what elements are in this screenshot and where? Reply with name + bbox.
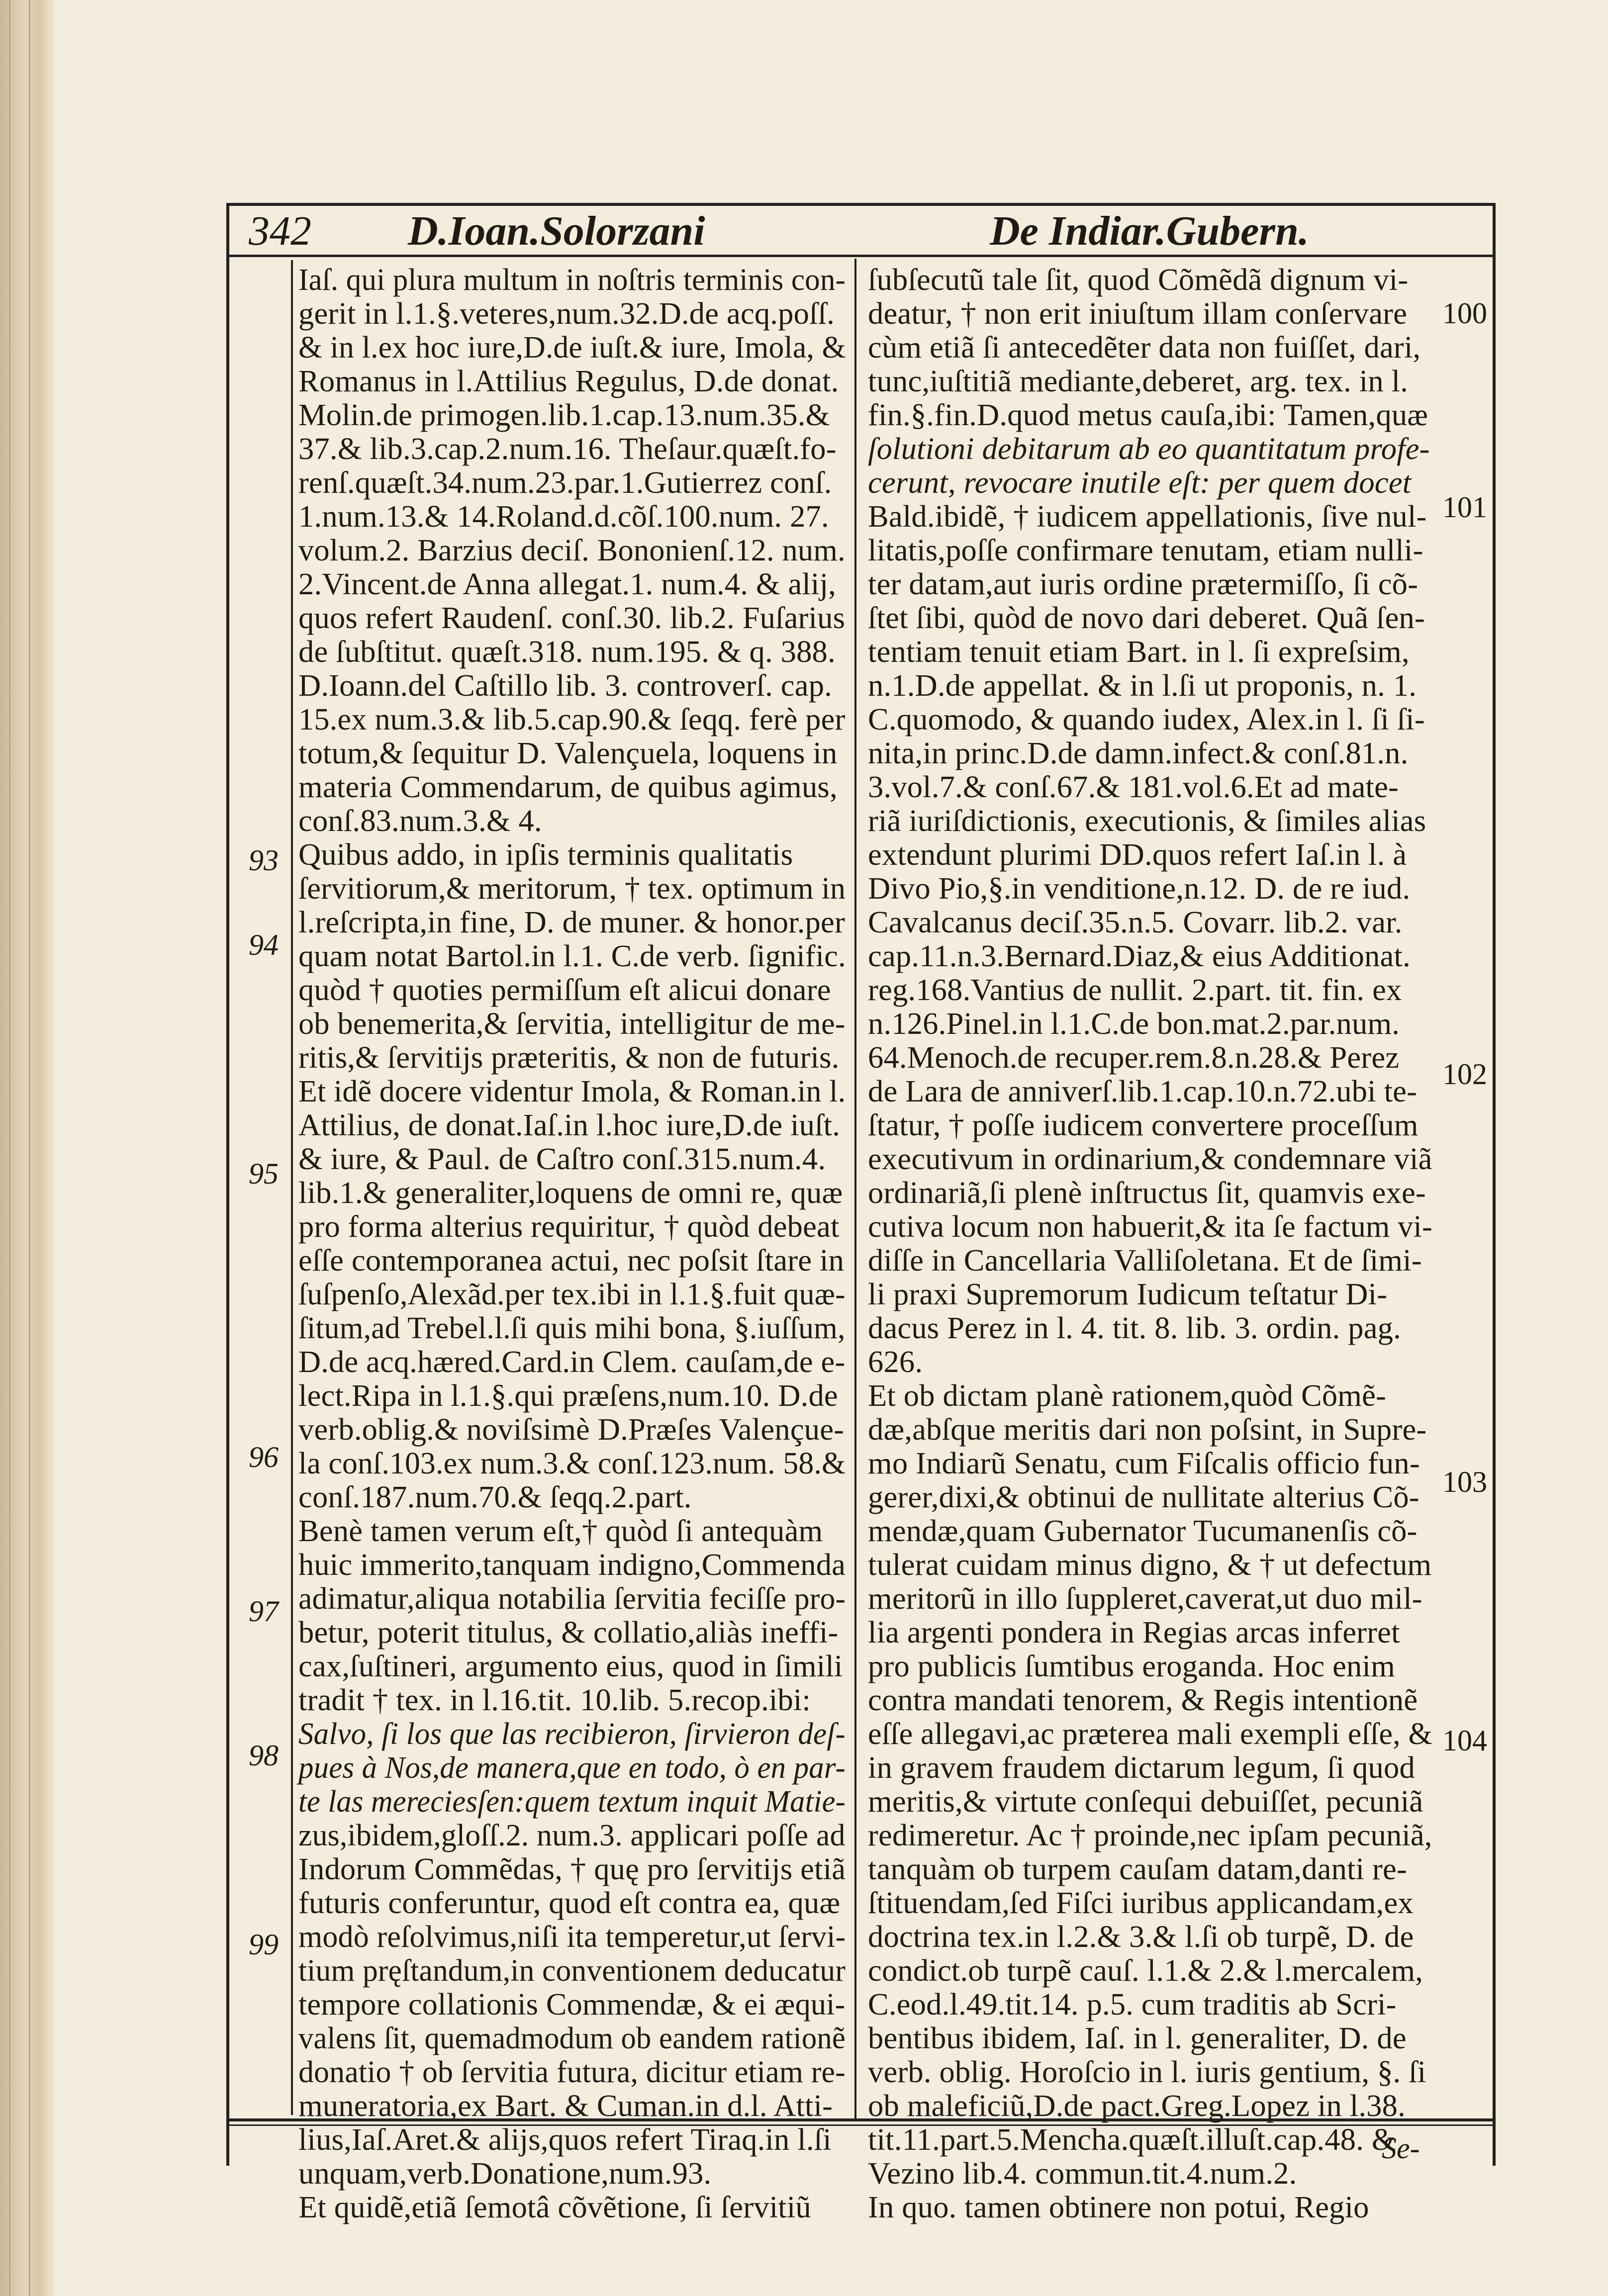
text-line: D.de acq.hæred.Card.in Clem. cauſam,de e- — [298, 1344, 846, 1379]
text-line: cax,ſuſtineri, argumento eius, quod in ſimili — [298, 1649, 843, 1683]
text-line: C.eod.l.49.tit.14. p.5. cum traditis ab Scri- — [868, 1987, 1397, 2021]
text-line: cùm etiã ſi antecedẽter data non fuiſſet, dari, — [868, 330, 1421, 365]
text-line: unquam,verb.Donatione,num.93. — [298, 2156, 712, 2191]
text-line: lect.Ripa in l.1.§.qui præſens,num.10. D.de — [298, 1378, 838, 1413]
text-line: mendæ,quam Gubernator Tucumanenſis cõ- — [868, 1513, 1418, 1548]
margin-number: 103 — [1442, 1466, 1487, 1498]
text-line: meritis,& virtute conſequi debuiſſet, pecuniã — [868, 1784, 1423, 1819]
text-line: cerunt, revocare inutile eſt: per quem docet — [868, 465, 1412, 500]
text-line: dacus Perez in l. 4. tit. 8. lib. 3. ordin. pag. — [868, 1310, 1401, 1345]
text-line: ſtituendam,ſed Fiſci iuribus applicandam,ex — [868, 1885, 1414, 1920]
text-line: Iaſ. qui plura multum in noſtris terminis con- — [298, 262, 846, 297]
text-line: de ſubſtitut. quæſt.318. num.195. & q. 388. — [298, 634, 836, 669]
text-line: extendunt plurimi DD.quos refert Iaſ.in l. à — [868, 837, 1407, 872]
text-line: la conſ.103.ex num.3.& conſ.123.num. 58.& — [298, 1446, 846, 1480]
text-line: futuris conferuntur, quod eſt contra ea, quæ — [298, 1885, 841, 1920]
text-line: lib.1.& generaliter,loquens de omni re, quæ — [298, 1175, 843, 1210]
text-line: Et ob dictam planè rationem,quòd Cõmẽ- — [868, 1378, 1387, 1413]
text-line: D.Ioann.del Caſtillo lib. 3. controverſ. cap. — [298, 668, 832, 703]
book-binding — [0, 0, 55, 2296]
margin-number: 104 — [1442, 1724, 1487, 1757]
text-line: Indorum Commẽdas, † quę pro ſervitijs etiã — [298, 1851, 846, 1886]
text-line: pro publicis ſumtibus eroganda. Hoc enim — [868, 1649, 1395, 1683]
text-line: executivum in ordinarium,& condemnare viã — [868, 1141, 1432, 1176]
margin-number: 97 — [249, 1595, 279, 1628]
text-line: ob benemerita,& ſervitia, intelligitur de me- — [298, 1006, 846, 1041]
text-line: lia argenti pondera in Regias arcas inferret — [868, 1615, 1400, 1650]
text-line: 626. — [868, 1344, 923, 1379]
catchword: Se- — [1382, 2132, 1420, 2165]
text-line: 15.ex num.3.& lib.5.cap.90.& ſeqq. ferè per — [298, 702, 846, 736]
text-line: tunc,iuſtitiã mediante,deberet, arg. tex. in l. — [868, 364, 1409, 398]
text-line: ſtatur, † poſſe iudicem convertere proceſſum — [868, 1107, 1419, 1142]
text-line: ritis,& ſervitijs præteritis, & non de futuris. — [298, 1040, 840, 1075]
text-line: cutiva locum non habuerit,& ita ſe factum vi- — [868, 1209, 1432, 1244]
text-line: gerit in l.1.§.veteres,num.32.D.de acq.poſſ. — [298, 296, 835, 331]
text-line: ter datam,aut iuris ordine prætermiſſo, ſi cõ- — [868, 566, 1419, 601]
text-line: fin.§.fin.D.quod metus cauſa,ibi: Tamen,quæ — [868, 397, 1428, 432]
text-line: tulerat cuidam minus digno, & † ut defectum — [868, 1547, 1432, 1582]
margin-number: 93 — [249, 844, 279, 877]
text-line: te las mereciesſen:quem textum inquit Matie- — [298, 1784, 846, 1819]
margin-number: 94 — [249, 928, 279, 961]
text-line: renſ.quæſt.34.num.23.par.1.Gutierrez conſ. — [298, 465, 832, 500]
text-line: litatis,poſſe confirmare tenutam, etiam nulli- — [868, 533, 1423, 567]
text-line: C.quomodo, & quando iudex, Alex.in l. ſi ſi- — [868, 702, 1425, 736]
margin-number: 102 — [1442, 1058, 1487, 1091]
text-line: n.1.D.de appellat. & in l.ſi ut proponis, n. 1. — [868, 668, 1417, 703]
text-line: ordinariã,ſi plenè inſtructus ſit, quamvis exe- — [868, 1175, 1426, 1210]
text-line: diſſe in Cancellaria Valliſoletana. Et de ſimi- — [868, 1243, 1422, 1278]
text-line: & iure, & Paul. de Caſtro conſ.315.num.4. — [298, 1141, 826, 1176]
text-line: de Lara de anniverſ.lib.1.cap.10.n.72.ubi te- — [868, 1074, 1418, 1108]
text-line: eſſe contemporanea actui, nec poſsit ſtare in — [298, 1243, 845, 1278]
text-line: Romanus in l.Attilius Regulus, D.de donat. — [298, 364, 839, 398]
text-line: ſolutioni debitarum ab eo quantitatum profe- — [868, 431, 1430, 466]
text-line: conſ.83.num.3.& 4. — [298, 803, 542, 838]
text-line: contra mandati tenorem, & Regis intentionẽ — [868, 1682, 1418, 1717]
text-line: Divo Pio,§.in venditione,n.12. D. de re iud. — [868, 871, 1411, 906]
text-line: nita,in princ.D.de damn.infect.& conſ.81.n. — [868, 735, 1409, 770]
text-line: n.126.Pinel.in l.1.C.de bon.mat.2.par.num. — [868, 1006, 1400, 1041]
text-line: Vezino lib.4. commun.tit.4.num.2. — [868, 2156, 1297, 2191]
text-line: In quo. tamen obtinere non potui, Regio — [868, 2190, 1369, 2224]
text-line: 2.Vincent.de Anna allegat.1. num.4. & alij, — [298, 566, 836, 601]
text-line: Et idẽ docere videntur Imola, & Roman.in l. — [298, 1074, 846, 1108]
text-line: & in l.ex hoc iure,D.de iuſt.& iure, Imola, & — [298, 330, 846, 365]
text-line: meritorũ in illo ſuppleret,caverat,ut duo mil- — [868, 1581, 1422, 1616]
text-line: materia Commendarum, de quibus agimus, — [298, 769, 838, 804]
text-line: Quibus addo, in ipſis terminis qualitatis — [298, 837, 793, 872]
text-line: Et quidẽ,etiã ſemotâ cõvẽtione, ſi ſervitiũ — [298, 2190, 811, 2224]
header-rule-top — [226, 203, 1496, 206]
text-line: 1.num.13.& 14.Roland.d.cõſ.100.num. 27. — [298, 499, 829, 534]
text-line: zus,ibidem,gloſſ.2. num.3. applicari poſſe ad — [298, 1818, 846, 1852]
text-line: verb.oblig.& noviſsimè D.Præſes Valençue- — [298, 1412, 845, 1447]
text-line: ſervitiorum,& meritorum, † tex. optimum in — [298, 871, 846, 906]
text-line: conſ.187.num.70.& ſeqq.2.part. — [298, 1479, 692, 1514]
text-line: pues à Nos,de manera,que en todo, ò en par- — [298, 1750, 846, 1785]
text-line: in gravem fraudem dictarum legum, ſi quod — [868, 1750, 1415, 1785]
text-line: Cavalcanus deciſ.35.n.5. Covarr. lib.2. var. — [868, 905, 1403, 939]
text-line: quòd † quoties permiſſum eſt alicui donare — [298, 972, 831, 1007]
binding-edge — [29, 0, 30, 2296]
text-line: modò reſolvimus,niſi ita temperetur,ut ſervi- — [298, 1919, 846, 1954]
column-divider — [854, 259, 856, 2118]
running-head-title: De Indiar.Gubern. — [990, 208, 1309, 254]
text-line: redimeretur. Ac † proinde,nec ipſam pecuniã, — [868, 1818, 1432, 1852]
text-line: Molin.de primogen.lib.1.cap.13.num.35.& — [298, 397, 830, 432]
text-line: l.reſcripta,in fine, D. de muner. & honor.per — [298, 905, 845, 939]
margin-number: 99 — [249, 1928, 279, 1961]
text-line: eſſe allegavi,ac præterea mali exempli eſſe, & — [868, 1716, 1432, 1751]
text-line: lius,Iaſ.Aret.& alijs,quos refert Tiraq.in l.ſi — [298, 2122, 832, 2157]
text-line: condict.ob turpẽ cauſ. l.1.& 2.& l.mercalem, — [868, 1953, 1423, 1988]
margin-number: 100 — [1442, 297, 1487, 330]
text-line: Bald.ibidẽ, † iudicem appellationis, ſive nul- — [868, 499, 1427, 534]
text-line: betur, poterit titulus, & collatio,aliàs ineffi- — [298, 1615, 839, 1650]
text-line: ſitum,ad Trebel.l.ſi quis mihi bona, §.iuſſum, — [298, 1310, 846, 1345]
text-line: Benè tamen verum eſt,† quòd ſi antequàm — [298, 1513, 823, 1548]
margin-number: 96 — [249, 1441, 279, 1473]
text-line: tit.11.part.5.Mencha.quæſt.illuſt.cap.48. & — [868, 2122, 1396, 2157]
right-column-text — [868, 263, 1432, 2224]
text-line: quos refert Raudenſ. conſ.30. lib.2. Fuſarius — [298, 600, 846, 635]
binding-edge — [9, 0, 10, 2296]
text-line: tempore collationis Commendæ, & ei æqui- — [298, 1987, 846, 2021]
margin-number: 95 — [249, 1157, 279, 1190]
text-line: Attilius, de donat.Iaſ.in l.hoc iure,D.de iuſt. — [298, 1107, 841, 1142]
running-head-author: D.Ioan.Solorzani — [408, 208, 705, 254]
text-line: valens ſit, quemadmodum ob eandem rationẽ — [298, 2020, 846, 2055]
text-line: pro forma alterius requiritur, † quòd debeat — [298, 1209, 840, 1244]
text-line: gerer,dixi,& obtinui de nullitate alterius Cõ- — [868, 1479, 1419, 1514]
text-line: tanquàm ob turpem cauſam datam,danti re- — [868, 1851, 1407, 1886]
margin-number: 101 — [1442, 491, 1487, 524]
header-rule-bottom — [226, 255, 1496, 257]
text-line: huic immerito,tanquam indigno,Commenda — [298, 1547, 846, 1582]
text-line: riã iuriſdictionis, executionis, & ſimiles alias — [868, 803, 1426, 838]
text-line: verb. oblig. Horoſcio in l. iuris gentium, §. ſi — [868, 2054, 1426, 2089]
text-line: quam notat Bartol.in l.1. C.de verb. ſignific. — [298, 938, 846, 973]
text-line: adimatur,aliqua notabilia ſervitia feciſſe pro- — [298, 1581, 846, 1616]
text-line: tium pręſtandum,in conventionem deducatur — [298, 1953, 846, 1988]
text-line: totum,& ſequitur D. Valençuela, loquens in — [298, 735, 838, 770]
text-line: 37.& lib.3.cap.2.num.16. Theſaur.quæſt.fo- — [298, 431, 837, 466]
margin-number: 98 — [249, 1739, 279, 1772]
text-line: tradit † tex. in l.16.tit. 10.lib. 5.recop.ibi: — [298, 1682, 811, 1717]
text-line: ſubſecutũ tale ſit, quod Cõmẽdã dignum vi- — [868, 262, 1409, 297]
text-line: doctrina tex.in l.2.& 3.& l.ſi ob turpẽ, D. de — [868, 1919, 1414, 1954]
text-line: donatio † ob ſervitia futura, dicitur etiam re- — [298, 2054, 846, 2089]
text-line: deatur, † non erit iniuſtum illam conſervare — [868, 296, 1408, 331]
text-line: reg.168.Vantius de nullit. 2.part. tit. fin. ex — [868, 972, 1402, 1007]
left-column-text — [298, 263, 846, 2224]
text-line: ſtet ſibi, quòd de novo dari deberet. Quã ſen- — [868, 600, 1425, 635]
text-line: mo Indiarũ Senatu, cum Fiſcalis officio fun- — [868, 1446, 1420, 1480]
text-line: dæ,abſque meritis dari non poſsint, in Supre- — [868, 1412, 1427, 1447]
text-line: 3.vol.7.& conſ.67.& 181.vol.6.Et ad mate- — [868, 769, 1399, 804]
text-line: li praxi Supremorum Iudicum teſtatur Di- — [868, 1277, 1388, 1311]
text-line: tentiam tenuit etiam Bart. in l. ſi expreſsim, — [868, 634, 1410, 669]
text-line: ob maleficiũ,D.de pact.Greg.Lopez in l.38. — [868, 2088, 1406, 2123]
text-line: muneratoria,ex Bart. & Cuman.in d.l. Atti- — [298, 2088, 833, 2123]
text-line: 64.Menoch.de recuper.rem.8.n.28.& Perez — [868, 1040, 1400, 1075]
page-number: 342 — [249, 208, 311, 254]
text-line: Salvo, ſi los que las recibieron, ſirvieron deſ- — [298, 1716, 846, 1751]
text-line: bentibus ibidem, Iaſ. in l. generaliter, D. de — [868, 2020, 1407, 2055]
text-line: volum.2. Barzius deciſ. Bononienſ.12. num. — [298, 533, 846, 567]
text-line: ſuſpenſo,Alexãd.per tex.ibi in l.1.§.fuit quæ- — [298, 1277, 846, 1311]
text-line: cap.11.n.3.Bernard.Diaz,& eius Additionat. — [868, 938, 1411, 973]
